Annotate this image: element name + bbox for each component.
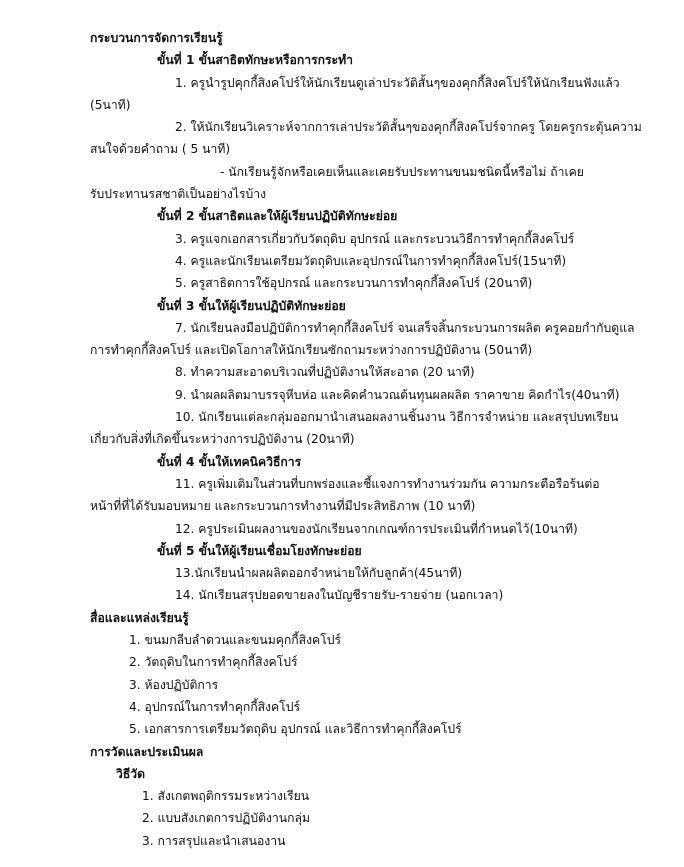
method-item-3: 3. การสรุปและนำเสนองาน <box>142 833 286 848</box>
section-heading-process: กระบวนการจัดการเรียนรู้ <box>90 31 223 45</box>
step-4-item-11-line-2: หน้าที่ที่ได้รับมอบหมาย และกระบวนการทำงานที่มีประสิทธิภาพ (10 นาที) <box>90 499 476 514</box>
step-3-item-7-line-1: 7. นักเรียนลงมือปฏิบัติการทำคุกกี้สิงคโปร์ จนเสร็จสิ้นกระบวนการผลิต ครูคอยกำกับดูแล <box>175 320 635 335</box>
media-item-1: 1. ขนมกลีบลำดวนและขนมคุกกี้สิงคโปร์ <box>129 633 342 648</box>
step-5-title: ขั้นที่ 5 ขั้นให้ผู้เรียนเชื่อมโยงทักษะย่อย <box>157 543 362 558</box>
step-3-title: ขั้นที่ 3 ขั้นให้ผู้เรียนปฏิบัติทักษะย่อย <box>157 298 346 313</box>
step-2-item-5: 5. ครูสาธิตการใช้อุปกรณ์ และกระบวนการทำคุกกี้สิงคโปร์ (20นาที) <box>175 276 533 291</box>
step-3-item-10-line-1: 10. นักเรียนแต่ละกลุ่มออกมานำเสนอผลงานชิ้นงาน วิธีการจำหน่าย และสรุปบทเรียน <box>175 410 619 425</box>
media-item-2: 2. วัตถุดิบในการทำคุกกี้สิงคโปร์ <box>129 655 298 670</box>
step-2-item-3: 3. ครูแจกเอกสารเกี่ยวกับวัตถุดิบ อุปกรณ์ และกระบวนวิธีการทำคุกกี้สิงคโปร์ <box>175 231 575 246</box>
method-label: วิธีวัด <box>116 766 146 781</box>
section-heading-evaluation: การวัดและประเมินผล <box>90 744 204 759</box>
method-item-1: 1. สังเกตพฤติกรรมระหว่างเรียน <box>142 789 310 804</box>
method-item-2: 2. แบบสังเกตการปฏิบัติงานกลุ่ม <box>142 811 311 826</box>
step-2-title: ขั้นที่ 2 ขั้นสาธิตและให้ผู้เรียนปฏิบัติทักษะย่อย <box>157 209 398 224</box>
media-item-3: 3. ห้องปฏิบัติการ <box>129 677 219 692</box>
step-1-item-3-line-1: - นักเรียนรู้จักหรือเคยเห็นและเคยรับประทานขนมชนิดนี้หรือไม่ ถ้าเคย <box>220 164 584 179</box>
step-2-item-4: 4. ครูและนักเรียนเตรียมวัตถุดิบและอุปกรณ์ในการทำคุกกี้สิงคโปร์(15นาที) <box>175 253 567 268</box>
step-5-item-14: 14. นักเรียนสรุปยอดขายลงในบัญชีรายรับ-รายจ่าย (นอกเวลา) <box>175 588 504 603</box>
step-1-item-1-line-1: 1. ครูนำรูปคุกกี้สิงคโปร์ให้นักเรียนดูเล่าประวัติสั้นๆของคุกกี้สิงคโปร์ให้นักเรียนฟังแล้ว <box>175 75 620 90</box>
step-3-item-9: 9. นำผลผลิตมาบรรจุหีบห่อ และคิดคำนวณต้นทุนผลผลิต ราคาขาย คิดกำไร(40นาที) <box>175 387 620 402</box>
step-1-title: ขั้นที่ 1 ขั้นสาธิตทักษะหรือการกระทำ <box>157 53 353 68</box>
media-item-5: 5. เอกสารการเตรียมวัตถุดิบ อุปกรณ์ และวิธีการทำคุกกี้สิงคโปร์ <box>129 722 462 737</box>
step-3-item-7-line-2: การทำคุกกี้สิงคโปร์ และเปิดโอกาสให้นักเรียนซักถามระหว่างการปฏิบัติงาน (50นาที) <box>90 343 533 358</box>
step-3-item-8: 8. ทำความสะอาดบริเวณที่ปฏิบัติงานให้สะอาด (20 นาที) <box>175 365 475 380</box>
step-1-item-2-line-2: สนใจด้วยคำถาม ( 5 นาที) <box>90 142 231 157</box>
step-1-item-1-line-2: (5นาที) <box>90 97 131 112</box>
section-heading-media: สื่อและแหล่งเรียนรู้ <box>90 610 189 625</box>
step-1-item-3-line-2: รับประทานรสชาติเป็นอย่างไรบ้าง <box>90 187 267 202</box>
step-3-item-10-line-2: เกี่ยวกับสิ่งที่เกิดขึ้นระหว่างการปฏิบัติงาน (20นาที) <box>90 432 355 447</box>
step-1-item-2-line-1: 2. ให้นักเรียนวิเคราะห์จากการเล่าประวัติสั้นๆของคุกกี้สิงคโปร์จากครู โดยครูกระตุ้นความ <box>175 120 642 135</box>
step-4-item-11-line-1: 11. ครูเพิ่มเติมในส่วนที่บกพร่องและชี้แจงการทำงานร่วมกัน ความกระตือรือร้นต่อ <box>175 476 600 491</box>
step-5-item-13: 13.นักเรียนนำผลผลิตออกจำหน่ายให้กับลูกค้า(45นาที) <box>175 566 463 581</box>
media-item-4: 4. อุปกรณ์ในการทำคุกกี้สิงคโปร์ <box>129 699 300 714</box>
step-4-title: ขั้นที่ 4 ขั้นให้เทคนิควิธีการ <box>157 454 302 469</box>
step-4-item-12: 12. ครูประเมินผลงานของนักเรียนจากเกณฑ์การประเมินที่กำหนดไว้(10นาที) <box>175 521 578 536</box>
